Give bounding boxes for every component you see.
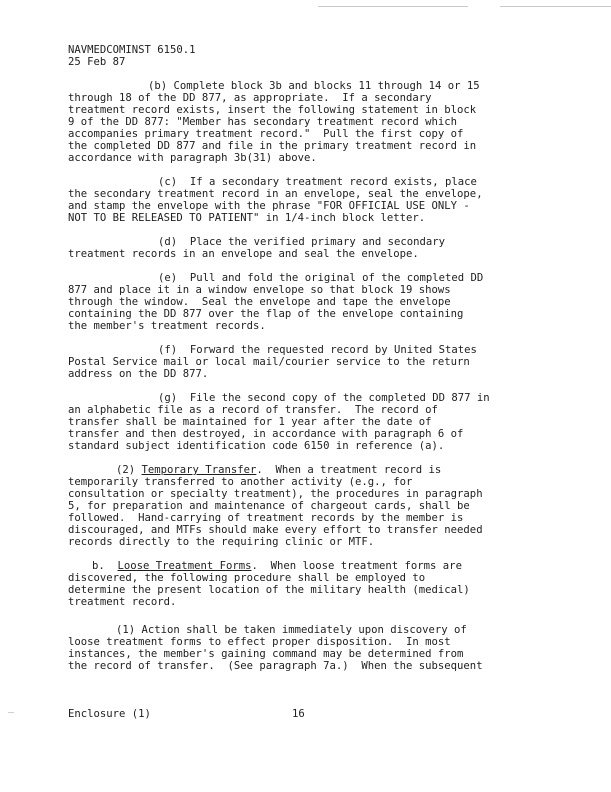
directive-number: NAVMEDCOMINST 6150.1 bbox=[68, 44, 196, 56]
paragraph-number: (2) bbox=[116, 464, 136, 476]
text-line: (e) Pull and fold the original of the completed DD bbox=[158, 272, 484, 284]
text-line: 877 and place it in a window envelope so that block 19 shows bbox=[68, 284, 451, 296]
text-line: (d) Place the verified primary and secondary bbox=[158, 236, 446, 248]
scan-speck bbox=[8, 712, 14, 713]
text-line: Postal Service mail or local mail/courier service to the return bbox=[68, 356, 470, 368]
text-line: NOT TO BE RELEASED TO PATIENT" in 1/4-inch block letter. bbox=[68, 212, 426, 224]
text-line: instances, the member's gaining command may be determined from bbox=[68, 648, 464, 660]
text-line: consultation or specialty treatment), the procedures in paragraph bbox=[68, 488, 483, 500]
text-line: through 18 of the DD 877, as appropriate. If a secondary bbox=[68, 92, 432, 104]
text-line: 9 of the DD 877: "Member has secondary treatment record which bbox=[68, 116, 458, 128]
text-line: (b) Complete block 3b and blocks 11 through 14 or 15 bbox=[148, 80, 480, 92]
text-line bbox=[92, 560, 462, 572]
text-line: records directly to the requiring clinic or MTF. bbox=[68, 536, 375, 548]
text-line: treatment record. bbox=[68, 596, 177, 608]
text-line: and stamp the envelope with the phrase "FOR OFFICIAL USE ONLY - bbox=[68, 200, 470, 212]
text-line: standard subject identification code 6150 in reference (a). bbox=[68, 440, 445, 452]
text-line: the secondary treatment record in an envelope, seal the envelope, bbox=[68, 188, 483, 200]
text-line: the member's treatment records. bbox=[68, 320, 266, 332]
text-line: (g) File the second copy of the completed DD 877 in bbox=[158, 392, 490, 404]
text-run: . When loose treatment forms are bbox=[251, 560, 462, 572]
text-line: accordance with paragraph 3b(31) above. bbox=[68, 152, 317, 164]
scan-edge-mark bbox=[500, 6, 611, 7]
section-heading: Loose Treatment Forms bbox=[117, 560, 252, 572]
text-line: discouraged, and MTFs should make every effort to transfer needed bbox=[68, 524, 483, 536]
text-line: 5, for preparation and maintenance of chargeout cards, shall be bbox=[68, 500, 470, 512]
text-line: (c) If a secondary treatment record exists, place bbox=[158, 176, 477, 188]
directive-date: 25 Feb 87 bbox=[68, 56, 126, 68]
text-line: transfer shall be maintained for 1 year after the date of bbox=[68, 416, 432, 428]
section-heading: Temporary Transfer bbox=[141, 464, 257, 476]
text-line: through the window. Seal the envelope and tape the envelope bbox=[68, 296, 451, 308]
text-line: the completed DD 877 and file in the primary treatment record in bbox=[68, 140, 477, 152]
text-line: (f) Forward the requested record by United States bbox=[158, 344, 477, 356]
text-line: (1) Action shall be taken immediately upon discovery of bbox=[116, 624, 467, 636]
scan-edge-mark bbox=[318, 6, 468, 7]
text-line: treatment record exists, insert the following statement in block bbox=[68, 104, 477, 116]
page-number: 16 bbox=[292, 708, 305, 720]
text-run: . When a treatment record is bbox=[256, 464, 442, 476]
text-line: loose treatment forms to effect proper disposition. In most bbox=[68, 636, 451, 648]
text-line: containing the DD 877 over the flap of the envelope containing bbox=[68, 308, 464, 320]
text-line: determine the present location of the military health (medical) bbox=[68, 584, 470, 596]
text-line bbox=[116, 464, 441, 476]
text-line: followed. Hand-carrying of treatment records by the member is bbox=[68, 512, 464, 524]
text-line: transfer and then destroyed, in accordance with paragraph 6 of bbox=[68, 428, 464, 440]
enclosure-label: Enclosure (1) bbox=[68, 708, 151, 720]
paragraph-letter: b. bbox=[92, 560, 105, 572]
text-line: temporarily transferred to another activity (e.g., for bbox=[68, 476, 413, 488]
text-line: accompanies primary treatment record." Pull the first copy of bbox=[68, 128, 464, 140]
text-line: an alphabetic file as a record of transfer. The record of bbox=[68, 404, 438, 416]
text-line: treatment records in an envelope and seal the envelope. bbox=[68, 248, 419, 260]
text-line: the record of transfer. (See paragraph 7a.) When the subsequent bbox=[68, 660, 483, 672]
text-line: discovered, the following procedure shall be employed to bbox=[68, 572, 426, 584]
text-line: address on the DD 877. bbox=[68, 368, 209, 380]
